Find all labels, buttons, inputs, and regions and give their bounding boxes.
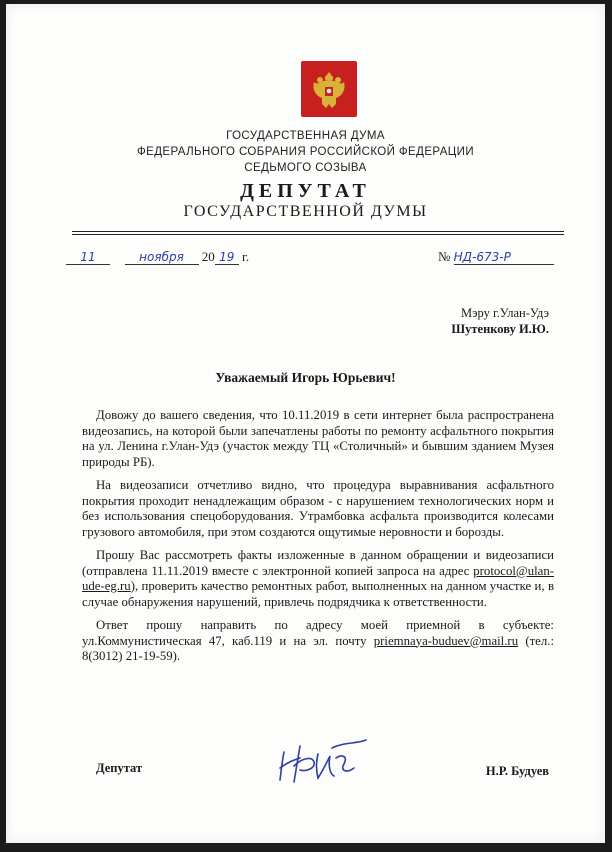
paragraph-4 [82, 618, 554, 665]
handwritten-signature-icon [272, 738, 372, 788]
signer-name: Н.Р. Будуев [485, 764, 549, 778]
date-year-unit: г. [242, 249, 250, 264]
reception-email-link[interactable]: priemnaya-buduev@mail.ru [373, 633, 519, 648]
date-month: ноября [125, 250, 199, 265]
date-year-suffix: 19 [215, 250, 239, 265]
header-line-2: ФЕДЕРАЛЬНОГО СОБРАНИЯ РОССИЙСКОЙ ФЕДЕРАЦИИ [136, 146, 474, 158]
paragraph-1: Довожу до вашего сведения, что 10.11.2019 в сети интернет была распространена видеозапись, на которой были запечатлены работы по ремонту асфальтного покрытия на ул. Ленина г.Улан-Удэ (участок между ТЦ «Столичный» и бывшим зданием Музея природы РБ). [82, 408, 554, 469]
letter-number [438, 249, 554, 265]
paragraph-4-text-a: Ответ прошу направить по адресу моей приемной в субъекте: ул.Коммунистическая 47, каб.119 и на эл. почту [82, 618, 554, 648]
title-deputat: ДЕПУТАТ [240, 180, 371, 202]
title-gosdumy: ГОСУДАРСТВЕННОЙ ДУМЫ [183, 203, 428, 220]
date-day: 11 [66, 250, 110, 265]
header-divider-secondary [72, 234, 564, 235]
russian-coat-of-arms-icon [300, 60, 358, 118]
paragraph-4-text-b: (тел.: 8(3012) 21-19-59). [82, 633, 555, 663]
header-line-1: ГОСУДАРСТВЕННАЯ ДУМА [226, 130, 385, 142]
header-line-3: СЕДЬМОГО СОЗЫВА [244, 162, 367, 174]
protocol-email-link[interactable]: protocol@ulan-ude-eg.ru [82, 563, 554, 593]
date-year-prefix: 20 [201, 249, 215, 264]
letter-date [66, 249, 249, 265]
number-value: НД-673-Р [454, 250, 554, 265]
letter-page [6, 4, 605, 843]
addressee-position: Мэру г.Улан-Удэ [461, 306, 549, 320]
paragraph-3 [82, 548, 554, 610]
header-divider [72, 231, 564, 232]
greeting: Уважаемый Игорь Юрьевич! [215, 370, 396, 385]
signer-role: Депутат [96, 761, 143, 775]
letter-body [82, 408, 554, 673]
paragraph-3-text-a: Прошу Вас рассмотреть факты изложенные в данном обращении и видеозаписи (отправлена 11.11.2019 вместе с электронной копией запроса на адрес [82, 548, 554, 578]
paragraph-3-text-b: ), проверить качество ремонтных работ, выполненных на данном участке и, в случае обнаружения нарушений, привлечь подрядчика к ответственности. [82, 579, 554, 609]
addressee-name: Шутенкову И.Ю. [451, 322, 549, 336]
number-label: № [438, 249, 451, 264]
paragraph-2: На видеозаписи отчетливо видно, что процедура выравнивания асфальтного покрытия проходит ненадлежащим образом - с нарушением технологических норм и без использования спецоборудования. Утрамбовка асфальта производится колесами грузового автомобиля, при этом создаются ощутимые неровности и борозды. [82, 478, 554, 539]
